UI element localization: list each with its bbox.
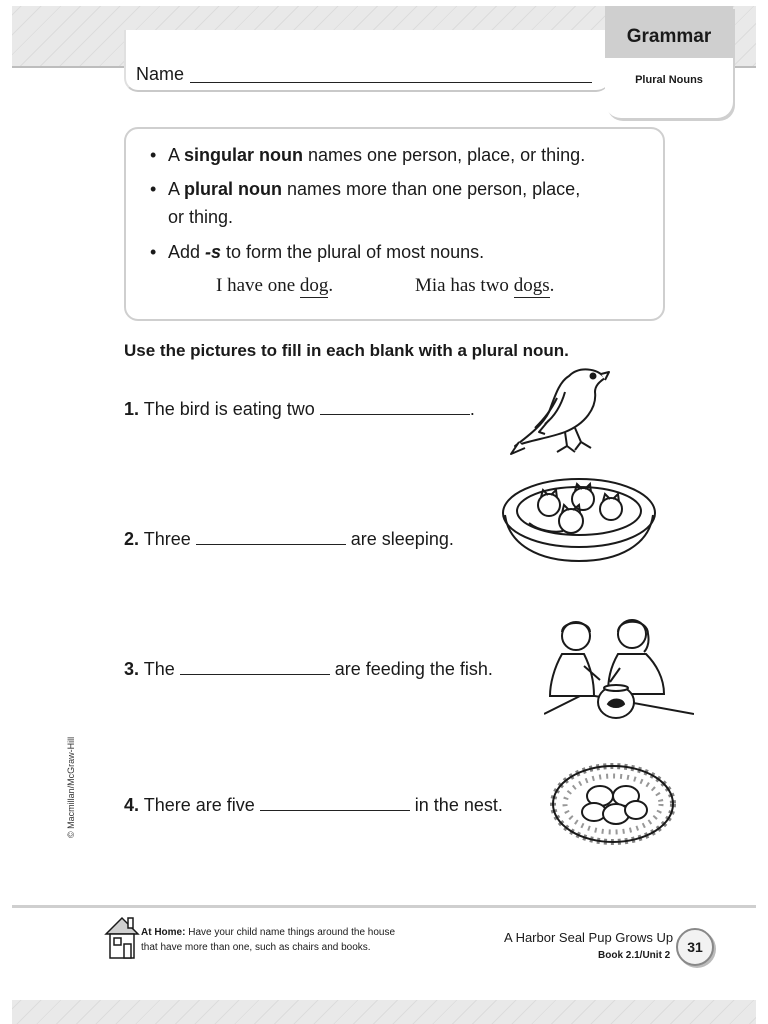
book-unit: Book 2.1/Unit 2 [598,950,671,961]
item-text-after: are sleeping. [350,529,454,549]
exercise-item [124,529,454,550]
exercise-item [124,659,493,680]
section-tab [605,6,733,118]
item-text-after: are feeding the fish. [334,659,493,679]
name-label: Name [136,64,185,84]
answer-blank[interactable] [320,401,470,415]
girls-feeding-fish-icon [544,614,694,724]
exercise-item [124,399,475,420]
answer-blank[interactable] [180,661,330,675]
story-title: A Harbor Seal Pup Grows Up [504,930,674,945]
nest-with-eggs-icon [550,762,676,852]
answer-blank[interactable] [196,531,346,545]
copyright-notice: © Macmillan/McGraw-Hill [66,736,76,838]
name-input-line[interactable] [190,82,592,83]
rule-box [124,127,665,321]
item-text-after: . [469,399,475,419]
item-text-before: Three [143,529,191,549]
section-title: Grammar [605,6,733,58]
topic-title: Plural Nouns [635,74,703,86]
instructions: Use the pictures to fill in each blank with a plural noun. [124,341,569,360]
item-text-after: in the nest. [414,795,503,815]
item-number: 1. [124,399,140,419]
footer-pattern-band [12,1000,756,1024]
answer-blank[interactable] [260,797,410,811]
bullet-icon: • [150,242,157,262]
name-field-box [124,30,610,92]
item-text-before: The [143,659,175,679]
house-icon [104,914,140,960]
rule-plural: • A plural noun names more than one person, place, [150,179,581,199]
item-text-before: There are five [143,795,255,815]
rule-add-s: • Add -s to form the plural of most nouns. [150,242,485,262]
at-home-note: At Home: Have your child name things around the house that have more than one, such as chairs and books. [141,927,396,953]
rule-singular: • A singular noun names one person, place, or thing. [150,145,586,165]
page-number: 31 [676,928,714,966]
bullet-icon: • [150,179,157,199]
example-plural: Mia has two dogs. [415,275,555,296]
bullet-icon: • [150,145,157,165]
item-text-before: The bird is eating two [143,399,315,419]
kittens-in-basket-icon [499,475,659,565]
item-number: 4. [124,795,140,815]
item-number: 2. [124,529,140,549]
footer-rule [12,905,756,908]
item-number: 3. [124,659,140,679]
rule-plural-continued: or thing. [168,207,234,227]
bird-icon [505,362,615,460]
exercise-item [124,795,503,816]
example-singular: I have one dog. [216,275,334,296]
